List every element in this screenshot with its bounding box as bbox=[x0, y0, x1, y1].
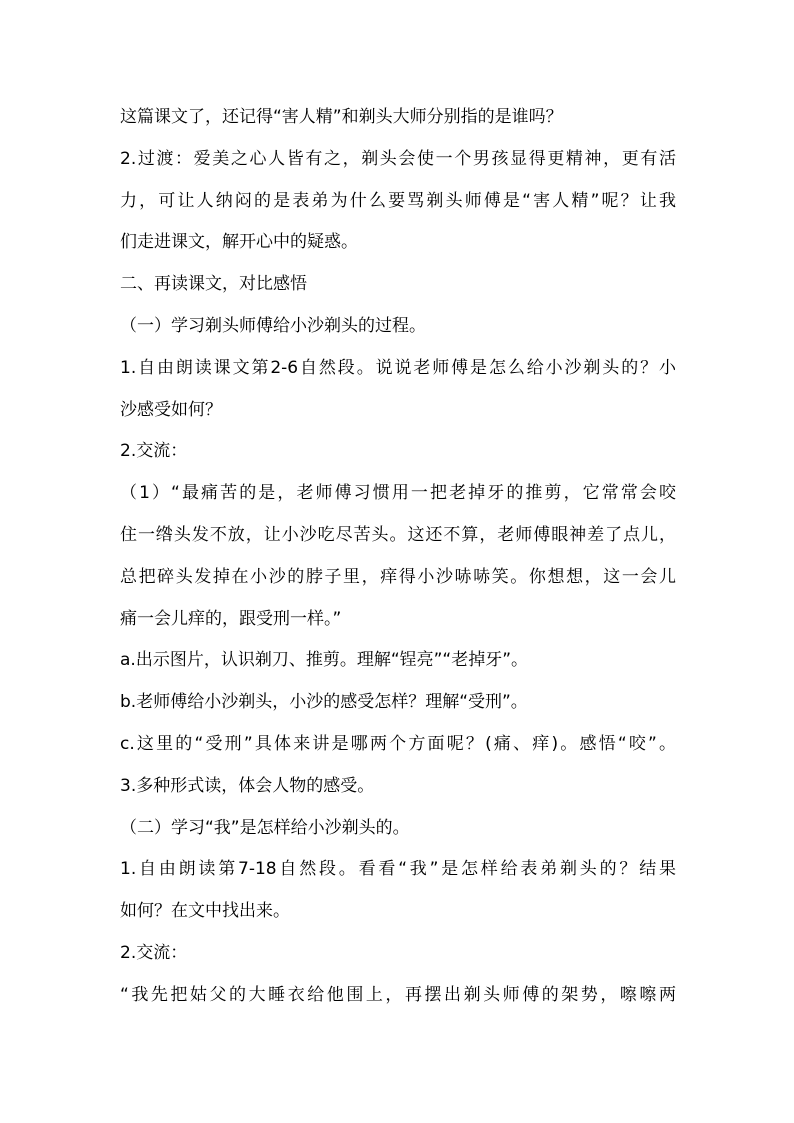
quote-line: 总把碎头发掉在小沙的脖子里，痒得小沙哧哧笑。你想想，这一会儿 bbox=[120, 566, 676, 587]
subsection-heading: （一）学习剃头师傅给小沙剃头的过程。 bbox=[120, 315, 426, 336]
text-line: 沙感受如何？ bbox=[120, 399, 222, 420]
text-line: 们走进课文，解开心中的疑惑。 bbox=[120, 232, 358, 253]
list-item: b.老师傅给小沙剃头，小沙的感受怎样？理解“受刑”。 bbox=[120, 692, 528, 713]
text-line: 如何？在文中找出来。 bbox=[120, 901, 290, 922]
text-line: 2.交流： bbox=[120, 942, 188, 963]
text-line: 1.自由朗读课文第2-6自然段。说说老师傅是怎么给小沙剃头的？小 bbox=[120, 357, 676, 378]
text-line: 3.多种形式读，体会人物的感受。 bbox=[120, 775, 375, 796]
quote-line: 痛一会儿痒的，跟受刑一样。” bbox=[120, 608, 342, 629]
quote-line: 住一绺头发不放，让小沙吃尽苦头。这还不算，老师傅眼神差了点儿， bbox=[120, 524, 676, 545]
quote-line: （1）“最痛苦的是，老师傅习惯用一把老掉牙的推剪，它常常会咬 bbox=[120, 483, 676, 504]
text-line: 2.交流： bbox=[120, 441, 188, 462]
text-line: 1.自由朗读第7-18自然段。看看“我”是怎样给表弟剃头的？结果 bbox=[120, 859, 676, 880]
text-line: 2.过渡：爱美之心人皆有之，剃头会使一个男孩显得更精神，更有活 bbox=[120, 148, 676, 169]
section-heading: 二、再读课文，对比感悟 bbox=[120, 274, 307, 295]
list-item: c.这里的“受刑”具体来讲是哪两个方面呢？(痛、痒)。感悟“咬”。 bbox=[120, 733, 676, 754]
document-body bbox=[120, 97, 676, 1017]
subsection-heading: （二）学习“我”是怎样给小沙剃头的。 bbox=[120, 817, 410, 838]
quote-line: “我先把姑父的大睡衣给他围上，再摆出剃头师傅的架势，嚓嚓两 bbox=[120, 984, 676, 1005]
text-line: 这篇课文了，还记得“害人精”和剃头大师分别指的是谁吗？ bbox=[120, 107, 563, 127]
list-item: a.出示图片，认识剃刀、推剪。理解“锃亮”“老掉牙”。 bbox=[120, 650, 529, 671]
text-line: 力，可让人纳闷的是表弟为什么要骂剃头师傅是“害人精”呢？让我 bbox=[120, 190, 676, 211]
